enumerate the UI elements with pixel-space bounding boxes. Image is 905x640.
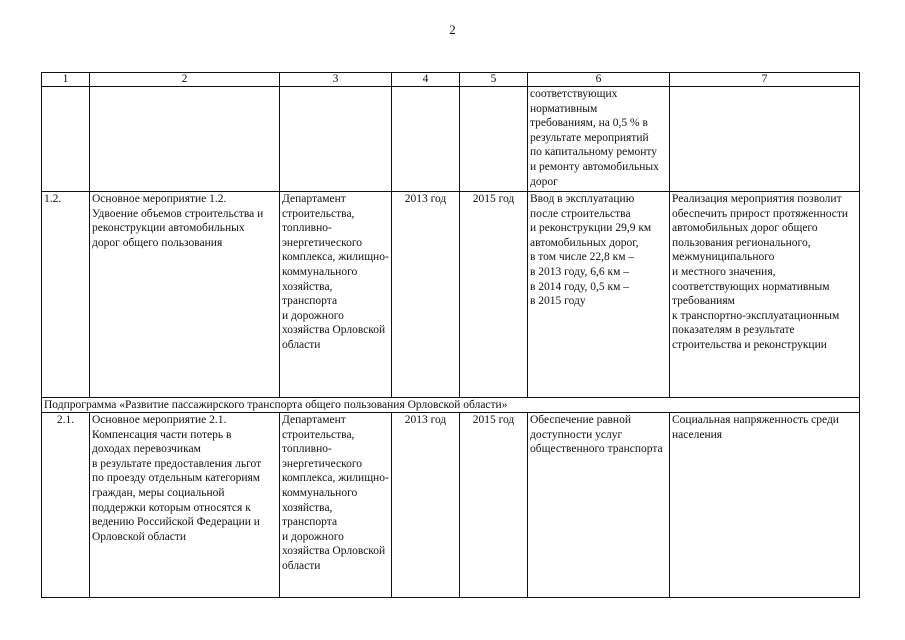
result-cell: Ввод в эксплуатацию после строительства и реконструкции 29,9 км автомобильных дорог, в том числе 22,8 км – в 2013 году, 6,6 км – в 2014 году, 0,5 км – в 2015 году (528, 192, 670, 398)
row-number: 2.1. (42, 413, 90, 598)
executor-cell: Департамент строительства, топливно- энергетического комплекса, жилищно- коммунального хозяйства, транспорта и дорожного хозяйства Орловской области (280, 192, 392, 398)
executor-cell: Департамент строительства, топливно- энергетического комплекса, жилищно- коммунального хозяйства, транспорта и дорожного хозяйства Орловской области (280, 413, 392, 598)
header-cell: 4 (392, 73, 460, 87)
header-cell: 7 (670, 73, 860, 87)
row-number: 1.2. (42, 192, 90, 398)
effect-cell: Реализация мероприятия позволит обеспечить прирост протяженности автомобильных дорог общего пользования регионального, межмуниципального и местного значения, соответствующих нормативным требованиям к транспортно-эксплуатационным показателям в результате строительства и реконструкции (670, 192, 860, 398)
header-cell: 5 (460, 73, 528, 87)
header-cell: 6 (528, 73, 670, 87)
activity-name: Основное мероприятие 2.1. Компенсация части потерь в доходах перевозчикам в результате предоставления льгот по проезду отдельным категориям граждан, меры социальной поддержки которым относятся к ведению Российской Федерации и Орловской области (90, 413, 280, 598)
table-cell (670, 87, 860, 192)
table-header-row (42, 73, 860, 87)
table-cell (460, 87, 528, 192)
program-table (41, 72, 860, 598)
table-row-1-2 (42, 192, 860, 398)
result-cell: соответствующих нормативным требованиям, на 0,5 % в результате мероприятий по капитальному ремонту и ремонту автомобильных дорог (528, 87, 670, 192)
start-year: 2013 год (392, 413, 460, 598)
table-cell (280, 87, 392, 192)
table-cell (42, 87, 90, 192)
header-cell: 2 (90, 73, 280, 87)
end-year: 2015 год (460, 192, 528, 398)
start-year: 2013 год (392, 192, 460, 398)
result-cell: Обеспечение равной доступности услуг общественного транспорта (528, 413, 670, 598)
continuation-row (42, 87, 860, 192)
header-cell: 1 (42, 73, 90, 87)
table-cell (392, 87, 460, 192)
table-cell (90, 87, 280, 192)
end-year: 2015 год (460, 413, 528, 598)
header-cell: 3 (280, 73, 392, 87)
subprogram-title: Подпрограмма «Развитие пассажирского транспорта общего пользования Орловской области» (42, 398, 860, 413)
effect-cell: Социальная напряженность среди населения (670, 413, 860, 598)
subprogram-row (42, 398, 860, 413)
table-row-2-1 (42, 413, 860, 598)
page-number: 2 (449, 22, 456, 37)
activity-name: Основное мероприятие 1.2. Удвоение объемов строительства и реконструкции автомобильных дорог общего пользования (90, 192, 280, 398)
